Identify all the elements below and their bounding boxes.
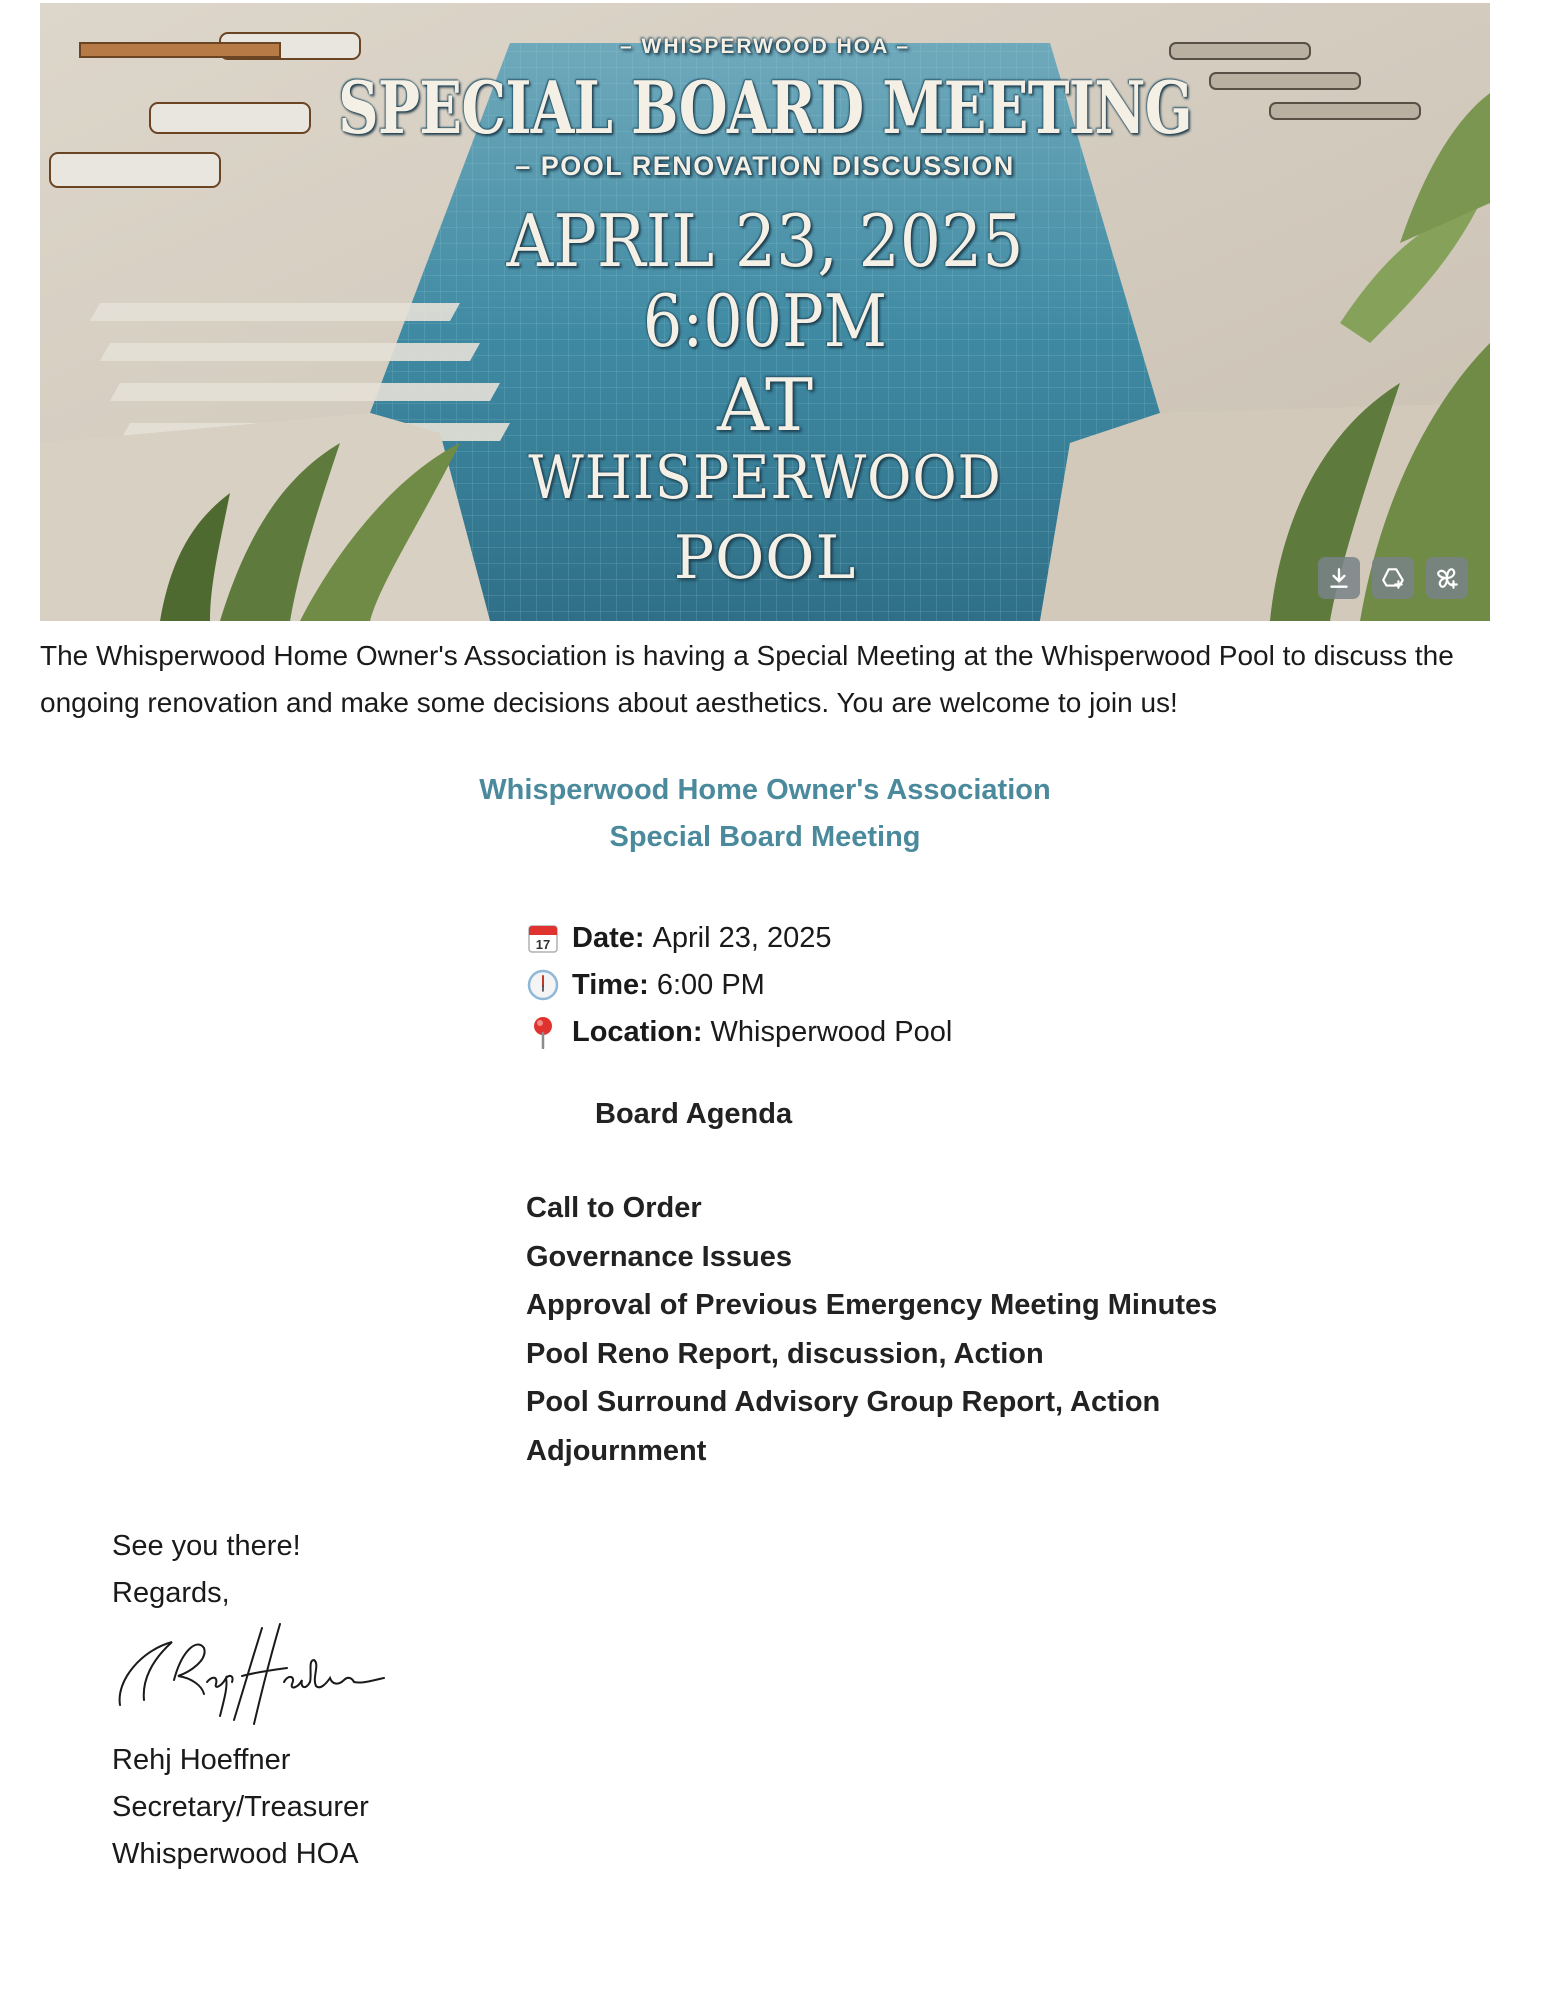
location-row [526, 1012, 952, 1052]
pinwheel-add-icon[interactable] [1426, 557, 1468, 599]
time-value: 6:00 PM [656, 968, 765, 1001]
signatory-role: Secretary/Treasurer [112, 1791, 369, 1823]
date-value: April 23, 2025 [652, 921, 832, 954]
time-label: Time: [572, 968, 649, 1001]
meeting-details [526, 918, 952, 1059]
agenda-title: Board Agenda [595, 1098, 793, 1130]
agenda-item: Pool Reno Report, discussion, Action [526, 1337, 1044, 1370]
association-heading: Whisperwood Home Owner's Association [479, 774, 1051, 806]
calendar-icon-number: 17 [535, 937, 551, 952]
signatory-name: Rehj Hoeffner [112, 1744, 291, 1776]
calendar-icon [526, 921, 560, 955]
drive-add-icon[interactable] [1372, 557, 1414, 599]
download-icon[interactable] [1318, 557, 1360, 599]
banner-place-line1: WHISPERWOOD [528, 443, 1002, 513]
meeting-heading: Special Board Meeting [609, 821, 921, 853]
meeting-banner-image [40, 3, 1490, 621]
agenda-list [526, 1184, 1217, 1475]
image-toolbar [1318, 557, 1468, 599]
agenda-item: Governance Issues [526, 1240, 792, 1273]
banner-date: APRIL 23, 2025 [506, 199, 1024, 283]
agenda-item: Adjournment [526, 1434, 707, 1467]
clock-icon [526, 968, 560, 1002]
banner-at: AT [716, 363, 814, 447]
location-pin-icon [526, 1015, 560, 1049]
closing-line: See you there! [112, 1530, 301, 1562]
agenda-item: Pool Surround Advisory Group Report, Action [526, 1386, 1161, 1418]
date-row [526, 918, 952, 958]
location-value: Whisperwood Pool [710, 1015, 953, 1048]
handwritten-signature [112, 1620, 387, 1730]
banner-hoa-label: – WHISPERWOOD HOA – [619, 35, 911, 58]
time-row [526, 965, 952, 1005]
intro-paragraph: The Whisperwood Home Owner's Association is having a Special Meeting at the Whisperwood Pool to discuss the ongoing renovation and make some decisions about aesthetics. You are welcome to join us! [40, 640, 1454, 718]
banner-place-line2: POOL [673, 523, 857, 593]
location-label: Location: [572, 1015, 703, 1048]
regards-line: Regards, [112, 1577, 230, 1609]
banner-subtitle: – POOL RENOVATION DISCUSSION [515, 151, 1015, 181]
agenda-item: Approval of Previous Emergency Meeting Minutes [526, 1289, 1218, 1321]
signatory-org: Whisperwood HOA [112, 1838, 359, 1870]
banner-title: SPECIAL BOARD MEETING [338, 65, 1192, 150]
banner-time: 6:00PM [642, 279, 888, 363]
agenda-item: Call to Order [526, 1192, 702, 1224]
date-label: Date: [572, 921, 645, 954]
